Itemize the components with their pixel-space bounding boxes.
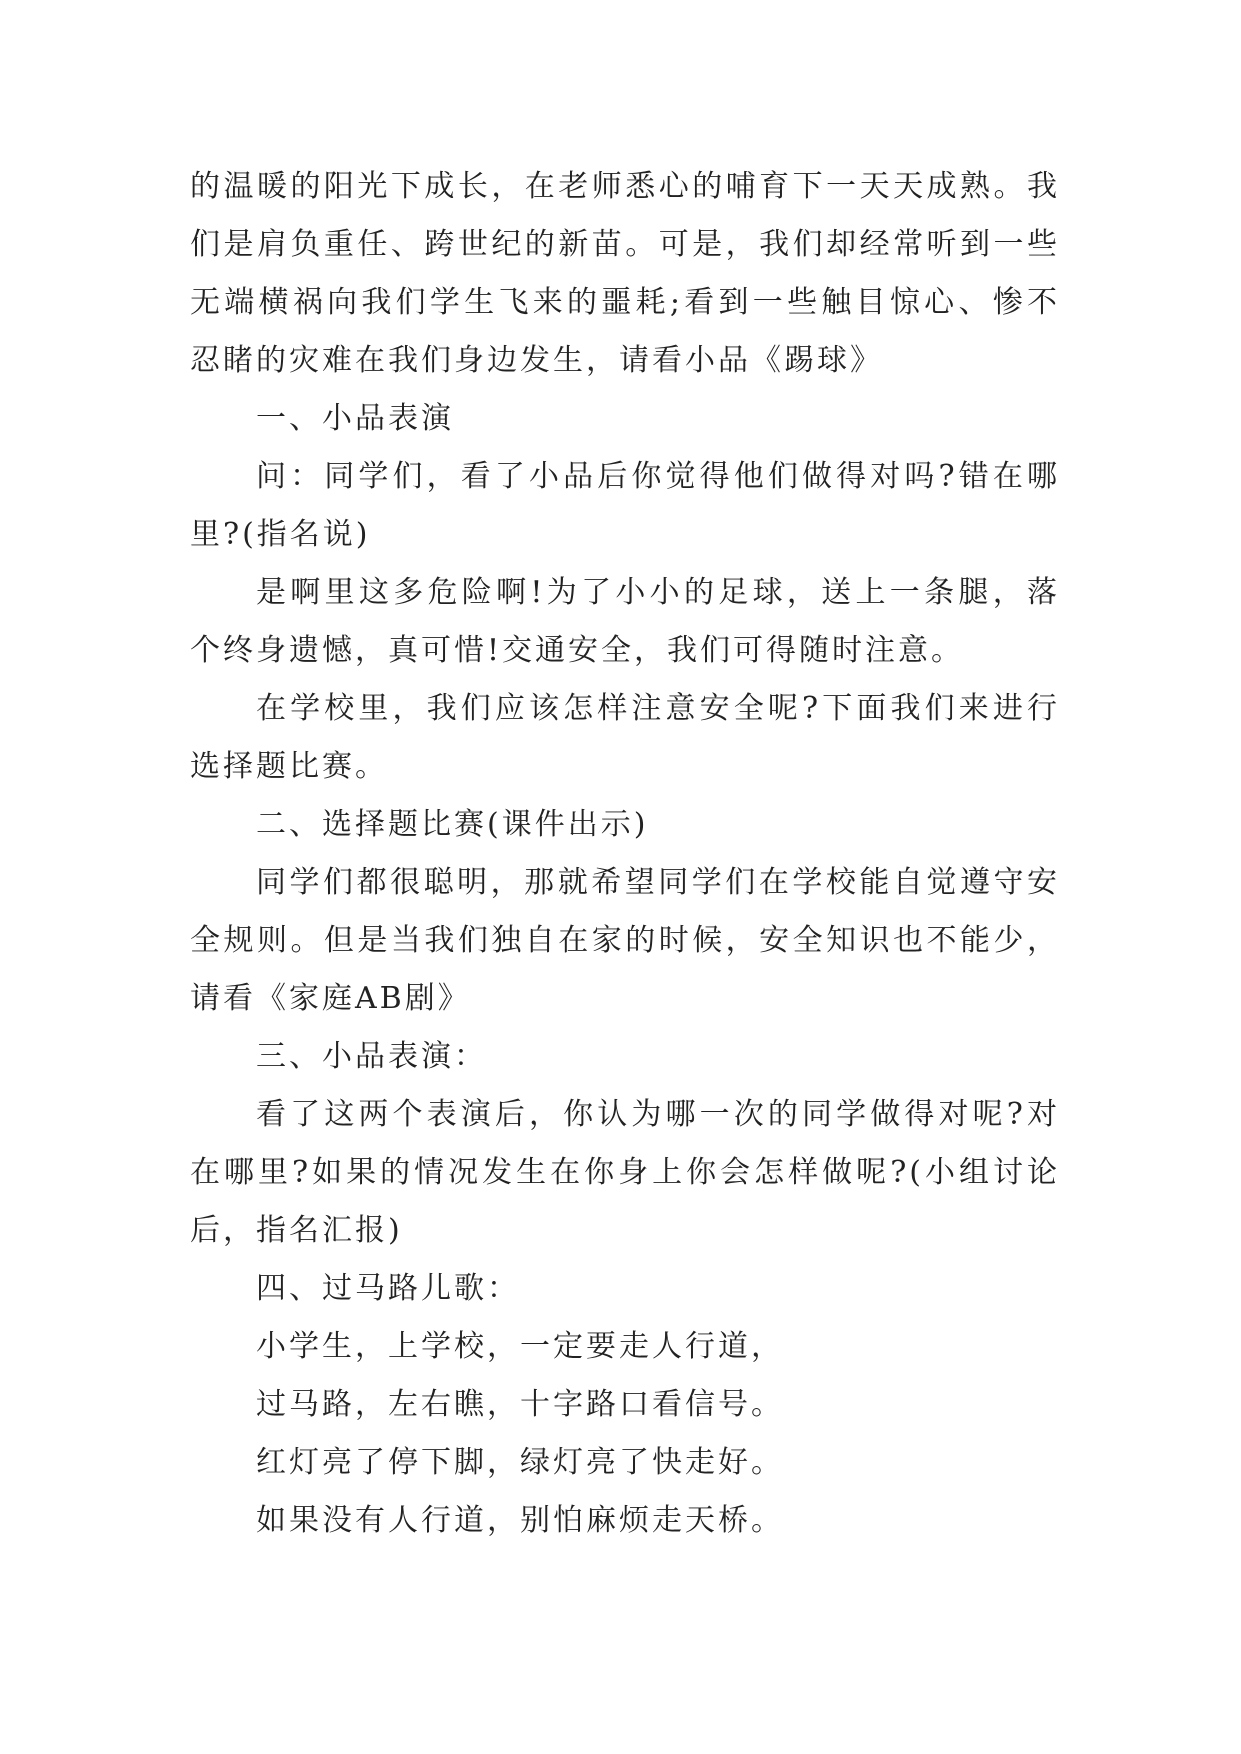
- section-heading-skit-2: 三、小品表演：: [256, 1039, 487, 1074]
- section-heading-skit: 一、小品表演: [256, 401, 454, 436]
- paragraph-intro-continued: 的温暖的阳光下成长，在老师悉心的哺育下一天天成熟。我们是肩负重任、跨世纪的新苗。可是，我们却经常听到一些无端横祸向我们学生飞来的噩耗;看到一些触目惊心、惨不忍睹的灾难在我们身边发生，请看小品《踢球》: [190, 169, 1060, 378]
- section-heading-quiz: 二、选择题比赛(课件出示): [256, 807, 649, 842]
- song-line-3: 红灯亮了停下脚，绿灯亮了快走好。: [256, 1445, 784, 1480]
- paragraph-discussion: 看了这两个表演后，你认为哪一次的同学做得对呢?对在哪里?如果的情况发生在你身上你会怎样做呢?(小组讨论后，指名汇报): [190, 1097, 1060, 1248]
- song-line-4: 如果没有人行道，别怕麻烦走天桥。: [256, 1503, 784, 1538]
- section-heading-song: 四、过马路儿歌：: [256, 1271, 520, 1306]
- paragraph-school-safety: 在学校里，我们应该怎样注意安全呢?下面我们来进行选择题比赛。: [190, 691, 1060, 784]
- paragraph-home-safety: 同学们都很聪明，那就希望同学们在学校能自觉遵守安全规则。但是当我们独自在家的时候，安全知识也不能少，请看《家庭AB剧》: [190, 865, 1060, 1016]
- song-line-1: 小学生，上学校，一定要走人行道，: [256, 1329, 784, 1364]
- paragraph-question: 问：同学们，看了小品后你觉得他们做得对吗?错在哪里?(指名说): [190, 459, 1060, 552]
- song-line-2: 过马路，左右瞧，十字路口看信号。: [256, 1387, 784, 1422]
- document-body: [190, 158, 1060, 1550]
- paragraph-danger: 是啊里这多危险啊!为了小小的足球，送上一条腿，落个终身遗憾，真可惜!交通安全，我们可得随时注意。: [190, 575, 1060, 668]
